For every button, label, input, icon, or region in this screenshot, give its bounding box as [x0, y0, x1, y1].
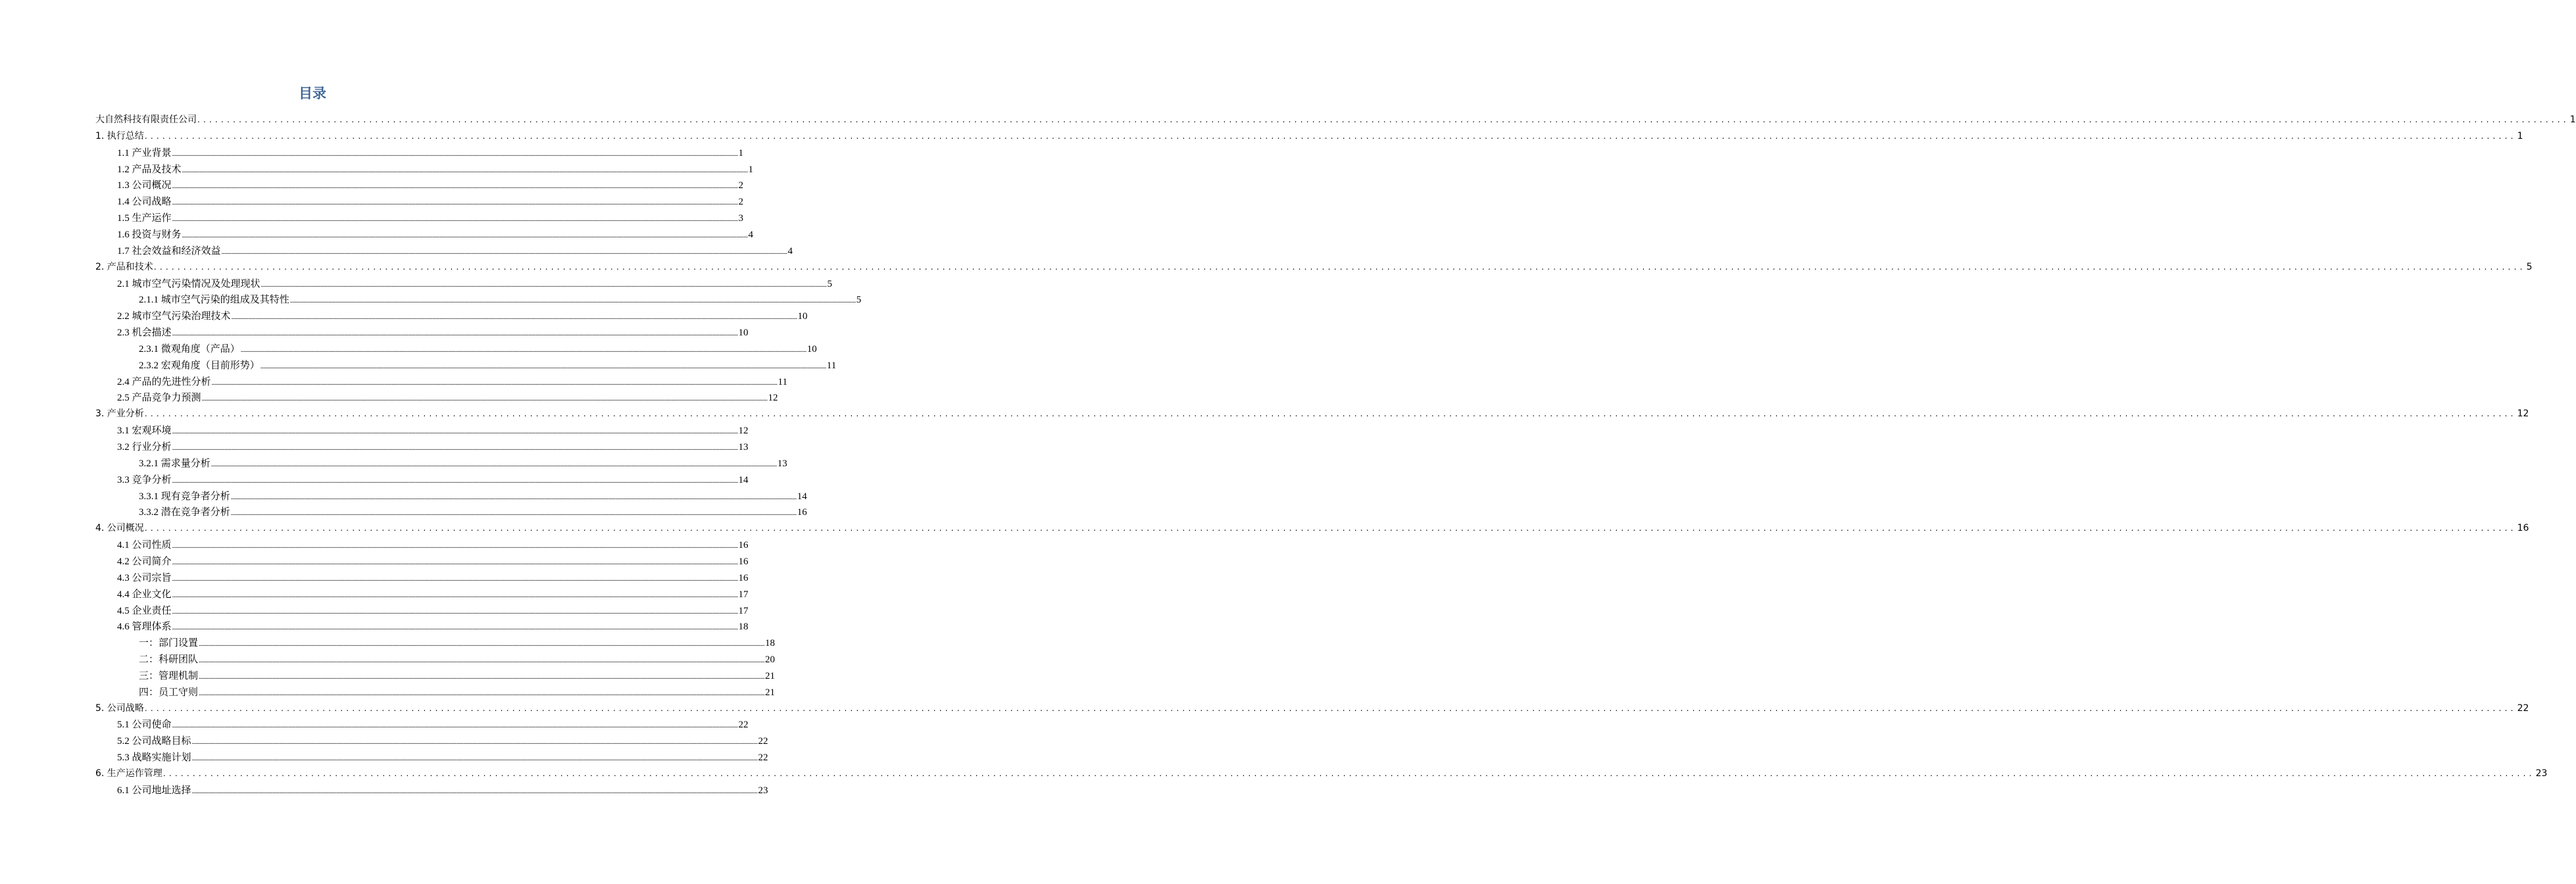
toc-entry[interactable] [139, 456, 787, 472]
dot-leader: ................................................................................................................................................................................................................................................................................................................................................................................................................ [199, 656, 765, 665]
toc-entry-page[interactable]: 17 [738, 605, 749, 616]
toc-entry-page[interactable]: 18 [765, 638, 776, 649]
dot-leader: ................................................................................................................................................................................................................................................................................................................................................................................................................ [197, 115, 2569, 124]
toc-entry[interactable] [117, 537, 749, 553]
toc-entry-label[interactable]: 2.2 城市空气污染治理技术 [117, 311, 231, 322]
toc-entry[interactable] [117, 717, 749, 733]
toc-entry-page[interactable]: 12 [738, 426, 749, 437]
toc-entry-label[interactable]: 一：部门设置 [139, 638, 199, 649]
toc-entry-label[interactable]: 5.3 战略实施计划 [117, 752, 191, 764]
toc-entry-label[interactable]: 2.3 机会描述 [117, 328, 172, 339]
toc-entry-page[interactable]: 14 [738, 474, 749, 485]
toc-title: 目录 [299, 86, 326, 101]
toc-entry-page[interactable]: 17 [738, 589, 749, 600]
dot-leader: ................................................................................................................................................................................................................................................................................................................................................................................................................ [221, 247, 787, 256]
dot-leader: ................................................................................................................................................................................................................................................................................................................................................................................................................ [144, 703, 2517, 713]
dot-leader: ................................................................................................................................................................................................................................................................................................................................................................................................................ [144, 409, 2517, 419]
toc-entry-label[interactable]: 6.1 公司地址选择 [117, 785, 191, 796]
toc-entry[interactable] [117, 243, 793, 259]
toc-entry-page[interactable]: 23 [2535, 768, 2548, 779]
toc-entry-page[interactable]: 12 [2517, 408, 2529, 420]
toc-entry-label[interactable]: 2.3.1 微观角度（产品） [139, 343, 240, 355]
toc-entry-label[interactable]: 6. 生产运作管理 [95, 768, 162, 779]
dot-leader: ................................................................................................................................................................................................................................................................................................................................................................................................................ [172, 558, 738, 566]
toc-entry-label[interactable]: 4.1 公司性质 [117, 540, 172, 551]
toc-entry-page[interactable]: 4 [787, 245, 793, 257]
dot-leader: ................................................................................................................................................................................................................................................................................................................................................................................................................ [191, 787, 758, 795]
dot-leader: ................................................................................................................................................................................................................................................................................................................................................................................................................ [172, 624, 738, 632]
dot-leader: ................................................................................................................................................................................................................................................................................................................................................................................................................ [144, 131, 2517, 141]
toc-entry-label[interactable]: 1.3 公司概况 [117, 180, 172, 191]
dot-leader: ................................................................................................................................................................................................................................................................................................................................................................................................................ [230, 493, 797, 501]
toc-entry-label[interactable]: 4.4 企业文化 [117, 589, 172, 600]
toc-entry[interactable] [117, 603, 749, 619]
toc-entry[interactable] [117, 619, 749, 635]
toc-entry-page[interactable]: 22 [738, 720, 749, 731]
toc-entry-page[interactable]: 5 [2526, 261, 2533, 272]
dot-leader: ................................................................................................................................................................................................................................................................................................................................................................................................................ [201, 395, 768, 403]
toc-entry[interactable] [117, 145, 744, 161]
toc-entry-page[interactable]: 12 [768, 393, 778, 404]
toc-entry[interactable] [117, 374, 787, 390]
toc-entry[interactable] [117, 276, 833, 292]
toc-entry[interactable] [139, 358, 837, 374]
dot-leader: ................................................................................................................................................................................................................................................................................................................................................................................................................ [211, 378, 778, 387]
toc-entry[interactable] [95, 129, 2523, 145]
toc-entry-label[interactable]: 5.2 公司战略目标 [117, 736, 191, 747]
toc-entry-page[interactable]: 16 [738, 556, 749, 567]
toc-entry-page[interactable]: 3 [738, 213, 744, 224]
dot-leader: ................................................................................................................................................................................................................................................................................................................................................................................................................ [172, 199, 738, 207]
dot-leader: ................................................................................................................................................................................................................................................................................................................................................................................................................ [260, 362, 826, 370]
dot-leader: ................................................................................................................................................................................................................................................................................................................................................................................................................ [172, 722, 738, 730]
dot-leader: ................................................................................................................................................................................................................................................................................................................................................................................................................ [260, 280, 827, 289]
toc-entry-label[interactable]: 4.5 企业责任 [117, 605, 172, 616]
toc-entry[interactable] [117, 178, 744, 193]
toc-entry-page[interactable]: 11 [826, 360, 837, 371]
dot-leader: ................................................................................................................................................................................................................................................................................................................................................................................................................ [199, 689, 765, 697]
toc-entry-page[interactable]: 2 [738, 197, 744, 208]
toc-entry[interactable] [95, 521, 2529, 537]
dot-leader: ................................................................................................................................................................................................................................................................................................................................................................................................................ [211, 460, 777, 468]
dot-leader: ................................................................................................................................................................................................................................................................................................................................................................................................................ [172, 591, 738, 599]
toc-entry-page[interactable]: 1 [2517, 130, 2523, 141]
toc-entry-page[interactable]: 1 [748, 164, 754, 175]
toc-entry-page[interactable]: 5 [856, 295, 862, 306]
toc-entry-page[interactable]: 22 [758, 752, 768, 764]
toc-entry[interactable] [95, 701, 2529, 717]
toc-entry[interactable] [117, 227, 754, 243]
toc-entry-label[interactable]: 4.2 公司简介 [117, 556, 172, 567]
toc-entry[interactable] [139, 635, 776, 651]
toc-entry-page[interactable]: 14 [797, 491, 807, 502]
toc-entry-label[interactable]: 3.3.2 潜在竞争者分析 [139, 507, 230, 518]
toc-entry-page[interactable]: 18 [738, 622, 749, 633]
toc-entry-label[interactable]: 3.2.1 需求量分析 [139, 458, 211, 469]
toc-entry[interactable] [139, 668, 776, 684]
dot-leader: ................................................................................................................................................................................................................................................................................................................................................................................................................ [172, 182, 738, 191]
toc-entry-label[interactable]: 2.1 城市空气污染情况及处理现状 [117, 278, 260, 289]
toc-entry-page[interactable]: 10 [738, 328, 749, 339]
dot-leader: ................................................................................................................................................................................................................................................................................................................................................................................................................ [191, 754, 758, 763]
toc-entry-page[interactable]: 10 [806, 343, 817, 355]
dot-leader: ................................................................................................................................................................................................................................................................................................................................................................................................................ [172, 215, 738, 224]
toc-entry-page[interactable]: 16 [738, 540, 749, 551]
dot-leader: ................................................................................................................................................................................................................................................................................................................................................................................................................ [199, 640, 765, 649]
dot-leader: ................................................................................................................................................................................................................................................................................................................................................................................................................ [172, 444, 738, 452]
toc-entry[interactable] [139, 652, 776, 668]
toc-entry-page[interactable]: 16 [797, 507, 807, 518]
toc-entry-label[interactable]: 3. 产业分析 [95, 408, 144, 420]
toc-entry-page[interactable]: 20 [765, 654, 776, 666]
toc-entry-label[interactable]: 5. 公司战略 [95, 702, 144, 714]
toc-entry-label[interactable]: 大自然科技有限责任公司 [95, 114, 197, 125]
toc-entry[interactable] [117, 750, 768, 766]
toc-entry-label[interactable]: 3.2 行业分析 [117, 442, 172, 453]
toc-entry-label[interactable]: 三：管理机制 [139, 670, 199, 681]
dot-leader: ................................................................................................................................................................................................................................................................................................................................................................................................................ [172, 574, 738, 583]
toc-entry[interactable] [117, 423, 749, 439]
toc-entry-label[interactable]: 3.3.1 现有竞争者分析 [139, 491, 230, 502]
toc-entry-page[interactable]: 23 [758, 785, 768, 796]
toc-entry[interactable] [117, 325, 749, 341]
toc-entry-label[interactable]: 二：科研团队 [139, 654, 199, 666]
toc-entry[interactable] [117, 570, 749, 586]
toc-entry[interactable] [117, 587, 749, 602]
toc-entry-label[interactable]: 2.5 产品竞争力预测 [117, 393, 201, 404]
toc-entry[interactable] [117, 472, 749, 488]
toc-entry[interactable] [117, 194, 744, 210]
dot-leader: ................................................................................................................................................................................................................................................................................................................................................................................................................ [162, 769, 2535, 778]
toc-entry-label[interactable]: 1.5 生产运作 [117, 213, 172, 224]
dot-leader: ................................................................................................................................................................................................................................................................................................................................................................................................................ [231, 313, 797, 322]
toc-entry-page[interactable]: 5 [827, 278, 833, 289]
toc-entry-page[interactable]: 1 [2569, 114, 2576, 125]
toc-entry-page[interactable]: 1 [738, 147, 744, 159]
toc-entry-page[interactable]: 11 [778, 376, 787, 387]
toc-entry-page[interactable]: 22 [2517, 702, 2529, 714]
toc-entry-label[interactable]: 2.1.1 城市空气污染的组成及其特性 [139, 295, 289, 306]
toc-entry[interactable] [139, 341, 817, 357]
toc-entry[interactable] [95, 260, 2533, 276]
toc-entry[interactable] [117, 210, 744, 226]
toc-entry[interactable] [139, 292, 862, 308]
toc-entry[interactable] [139, 504, 807, 520]
dot-leader: ................................................................................................................................................................................................................................................................................................................................................................................................................ [172, 542, 738, 551]
toc-entry-label[interactable]: 1. 执行总结 [95, 130, 144, 141]
toc-entry-label[interactable]: 1.6 投资与财务 [117, 229, 182, 240]
toc-entry[interactable] [117, 390, 778, 406]
toc-entry-label[interactable]: 4.6 管理体系 [117, 622, 172, 633]
toc-entry-page[interactable]: 13 [738, 442, 749, 453]
dot-leader: ................................................................................................................................................................................................................................................................................................................................................................................................................ [240, 345, 806, 354]
dot-leader: ................................................................................................................................................................................................................................................................................................................................................................................................................ [230, 509, 797, 518]
dot-leader: ................................................................................................................................................................................................................................................................................................................................................................................................................ [172, 149, 738, 158]
toc-entry-label[interactable]: 四：员工守则 [139, 687, 199, 698]
toc-entry-label[interactable]: 1.2 产品及技术 [117, 164, 182, 175]
toc-entry-label[interactable]: 1.1 产业背景 [117, 147, 172, 159]
toc-entry[interactable] [95, 766, 2548, 782]
toc-entry-page[interactable]: 21 [765, 687, 776, 698]
toc-entry-page[interactable]: 16 [738, 572, 749, 583]
toc-entry-page[interactable]: 2 [738, 180, 744, 191]
toc-entry-label[interactable]: 2.3.2 宏观角度（目前形势） [139, 360, 260, 371]
toc-entry-label[interactable]: 1.7 社会效益和经济效益 [117, 245, 221, 257]
toc-entry-label[interactable]: 2.4 产品的先进性分析 [117, 376, 211, 387]
toc-entry[interactable] [117, 162, 754, 178]
toc-entry[interactable] [117, 308, 808, 324]
toc-entry-label[interactable]: 3.1 宏观环境 [117, 426, 172, 437]
toc-entry[interactable] [117, 733, 768, 749]
toc-entry[interactable] [95, 406, 2529, 422]
dot-leader: ................................................................................................................................................................................................................................................................................................................................................................................................................ [191, 738, 758, 747]
toc-entry[interactable] [95, 112, 2576, 128]
dot-leader: ................................................................................................................................................................................................................................................................................................................................................................................................................ [182, 231, 748, 239]
toc-entry[interactable] [117, 783, 768, 798]
dot-leader: ................................................................................................................................................................................................................................................................................................................................................................................................................ [199, 672, 765, 681]
dot-leader: ................................................................................................................................................................................................................................................................................................................................................................................................................ [172, 476, 738, 485]
toc-entry-label[interactable]: 5.1 公司使命 [117, 720, 172, 731]
dot-leader: ................................................................................................................................................................................................................................................................................................................................................................................................................ [182, 166, 748, 174]
toc-entry-page[interactable]: 13 [777, 458, 787, 469]
dot-leader: ................................................................................................................................................................................................................................................................................................................................................................................................................ [153, 262, 2526, 272]
toc-entry-label[interactable]: 4. 公司概况 [95, 523, 144, 534]
toc-entry-page[interactable]: 16 [2517, 523, 2529, 534]
toc-entry-label[interactable]: 3.3 竞争分析 [117, 474, 172, 485]
toc-entry-page[interactable]: 10 [797, 311, 808, 322]
dot-leader: ................................................................................................................................................................................................................................................................................................................................................................................................................ [172, 428, 738, 436]
dot-leader: ................................................................................................................................................................................................................................................................................................................................................................................................................ [172, 607, 738, 616]
dot-leader: ................................................................................................................................................................................................................................................................................................................................................................................................................ [289, 297, 856, 305]
dot-leader: ................................................................................................................................................................................................................................................................................................................................................................................................................ [144, 524, 2517, 533]
toc-entry-page[interactable]: 22 [758, 736, 768, 747]
dot-leader: ................................................................................................................................................................................................................................................................................................................................................................................................................ [172, 330, 738, 338]
toc-entry[interactable] [139, 489, 807, 504]
toc-entry[interactable] [117, 554, 749, 570]
toc-entry-label[interactable]: 1.4 公司战略 [117, 197, 172, 208]
toc-entry-page[interactable]: 21 [765, 670, 776, 681]
toc-entry-label[interactable]: 2. 产品和技术 [95, 261, 153, 272]
toc-entry[interactable] [117, 439, 749, 455]
toc-entry-label[interactable]: 4.3 公司宗旨 [117, 572, 172, 583]
toc-entry-page[interactable]: 4 [748, 229, 754, 240]
toc-entry[interactable] [139, 685, 776, 700]
